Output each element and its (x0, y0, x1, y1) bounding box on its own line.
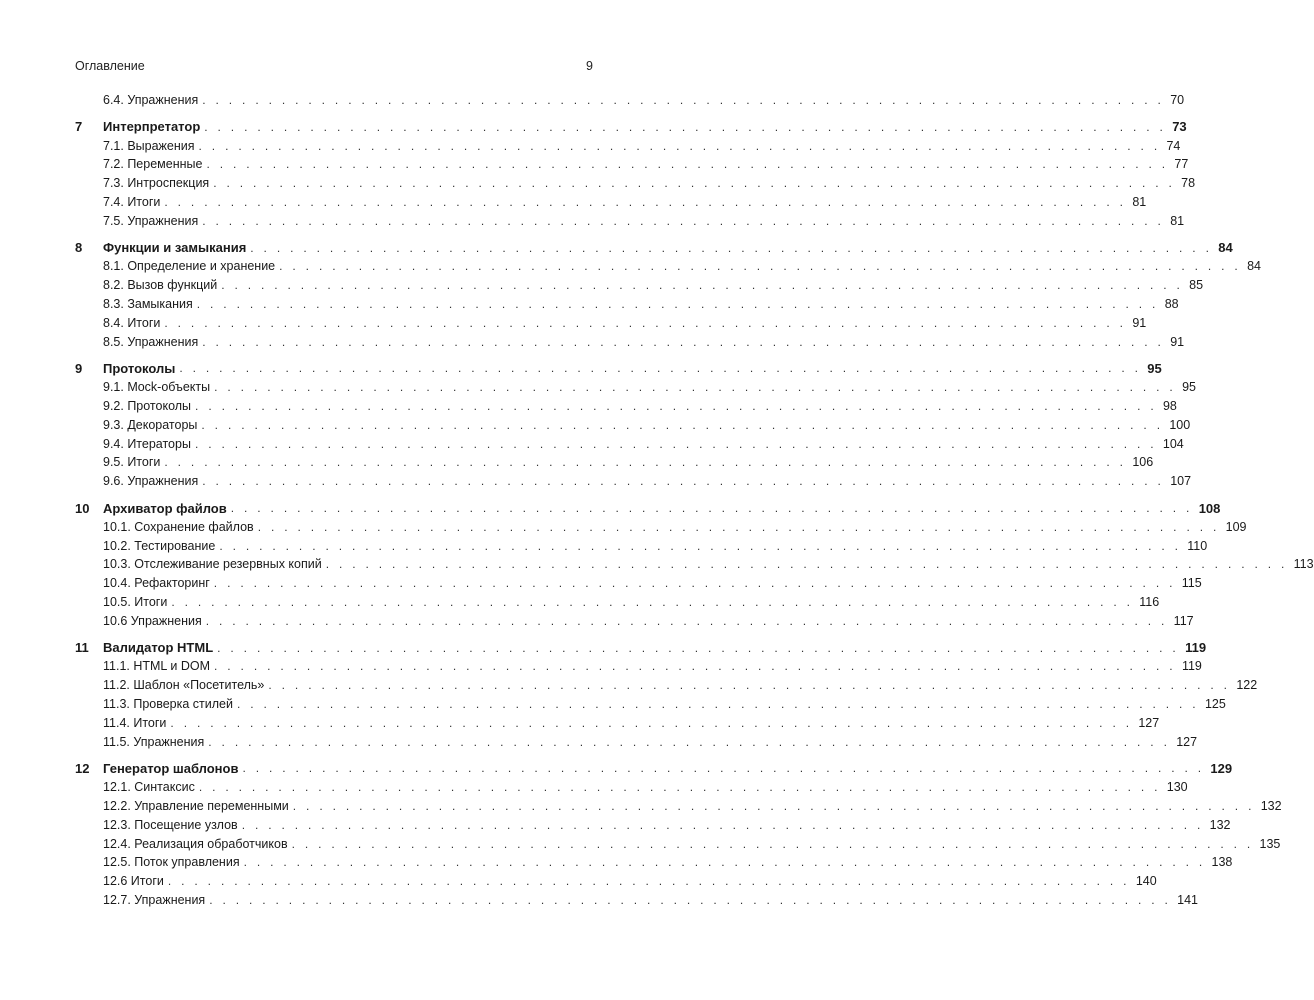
toc-dot-leader: . . . . . . . . . . . . . . . . . . . . . . . . . . . . . . . . . . . . . . . . . . . . . . . . . . . . . . . . . . . . . . . . . . . . . . . . . (250, 240, 1213, 255)
toc-dot-leader: . . . . . . . . . . . . . . . . . . . . . . . . . . . . . . . . . . . . . . . . . . . . . . . . . . . . . . . . . . . . . . . . . . . . . . . . . (213, 176, 1176, 191)
toc-section-entry (75, 816, 1231, 834)
toc-dot-leader: . . . . . . . . . . . . . . . . . . . . . . . . . . . . . . . . . . . . . . . . . . . . . . . . . . . . . . . . . . . . . . . . . . . . . . . . . (209, 893, 1172, 907)
toc-chapter-number: 8 (75, 240, 83, 256)
toc-section-entry (75, 453, 1154, 471)
toc-entry-title: 12.2. Управление переменными (103, 799, 289, 813)
toc-entry-title: 11.5. Упражнения (103, 734, 205, 749)
toc-entry-title: 10.5. Итоги (103, 595, 168, 609)
toc-section-entry (75, 853, 1233, 871)
toc-entry-title: 7.3. Интроспекция (103, 176, 210, 191)
toc-page-number: 91 (1132, 315, 1147, 330)
toc-entry-title: 10.1. Сохранение файлов (103, 519, 254, 534)
toc-page-number: 81 (1170, 213, 1185, 228)
toc-page-number: 135 (1259, 836, 1281, 851)
toc-dot-leader: . . . . . . . . . . . . . . . . . . . . . . . . . . . . . . . . . . . . . . . . . . . . . . . . . . . . . . . . . . . . . . . . . . . . . . . . . (179, 361, 1142, 376)
toc-entry-title: Валидатор HTML (103, 640, 214, 656)
toc-dot-leader: . . . . . . . . . . . . . . . . . . . . . . . . . . . . . . . . . . . . . . . . . . . . . . . . . . . . . . . . . . . . . . . . . . . . . . . . . (204, 119, 1167, 134)
toc-dot-leader: . . . . . . . . . . . . . . . . . . . . . . . . . . . . . . . . . . . . . . . . . . . . . . . . . . . . . . . . . . . . . . . . . . . . . . . . . (221, 278, 1184, 293)
toc-chapter-number: 9 (75, 360, 83, 376)
toc-section-entry (75, 835, 1281, 853)
toc-page-number: 95 (1147, 360, 1162, 376)
toc-chapter-number: 11 (75, 640, 89, 656)
toc-page-number: 74 (1166, 138, 1181, 153)
toc-page-number: 91 (1170, 334, 1185, 349)
toc-section-entry (75, 435, 1184, 453)
toc-entry-title: Архиватор файлов (103, 500, 227, 516)
toc-entry-title: 7.4. Итоги (103, 195, 161, 209)
toc-section-entry (75, 137, 1181, 155)
toc-page-number: 98 (1162, 399, 1177, 413)
toc-page-number: 113 (1293, 557, 1314, 572)
toc-section-entry (75, 314, 1147, 332)
toc-dot-leader: . . . . . . . . . . . . . . . . . . . . . . . . . . . . . . . . . . . . . . . . . . . . . . . . . . . . . . . . . . . . . . . . . . . . . . . . . (170, 715, 1133, 730)
toc-page-number: 141 (1177, 893, 1198, 907)
toc-dot-leader: . . . . . . . . . . . . . . . . . . . . . . . . . . . . . . . . . . . . . . . . . . . . . . . . . . . . . . . . . . . . . . . . . . . . . . . . . (208, 734, 1171, 749)
toc-page-number: 78 (1181, 176, 1196, 191)
toc-section-entry (75, 155, 1189, 173)
toc-entry-title: Функции и замыкания (103, 240, 247, 256)
toc-entry-title: 12.7. Упражнения (103, 893, 206, 907)
toc-page-number: 129 (1210, 760, 1233, 776)
toc-section-entry (75, 714, 1160, 732)
toc-page-number: 116 (1139, 595, 1160, 609)
toc-entry-title: 9.2. Протоколы (103, 399, 192, 413)
toc-page-number: 81 (1132, 195, 1147, 209)
toc-entry-title: Генератор шаблонов (103, 760, 239, 776)
toc-dot-leader: . . . . . . . . . . . . . . . . . . . . . . . . . . . . . . . . . . . . . . . . . . . . . . . . . . . . . . . . . . . . . . . . . . . . . . . . . (202, 334, 1165, 349)
toc-dot-leader: . . . . . . . . . . . . . . . . . . . . . . . . . . . . . . . . . . . . . . . . . . . . . . . . . . . . . . . . . . . . . . . . . . . . . . . . . (268, 678, 1231, 693)
toc-dot-leader: . . . . . . . . . . . . . . . . . . . . . . . . . . . . . . . . . . . . . . . . . . . . . . . . . . . . . . . . . . . . . . . . . . . . . . . . . (242, 761, 1205, 776)
toc-dot-leader: . . . . . . . . . . . . . . . . . . . . . . . . . . . . . . . . . . . . . . . . . . . . . . . . . . . . . . . . . . . . . . . . . . . . . . . . . (206, 157, 1169, 172)
toc-entry-title: 12.1. Синтаксис (103, 780, 195, 795)
toc-entry-title: 8.2. Вызов функций (103, 278, 218, 293)
toc-dot-leader: . . . . . . . . . . . . . . . . . . . . . . . . . . . . . . . . . . . . . . . . . . . . . . . . . . . . . . . . . . . . . . . . . . . . . . . . . (325, 557, 1288, 572)
toc-section-entry (75, 778, 1188, 796)
toc-entry-title: 11.4. Итоги (103, 715, 167, 730)
toc-dot-leader: . . . . . . . . . . . . . . . . . . . . . . . . . . . . . . . . . . . . . . . . . . . . . . . . . . . . . . . . . . . . . . . . . . . . . . . . . (219, 538, 1182, 553)
toc-chapter-entry (75, 239, 1233, 257)
toc-page-number: 119 (1185, 640, 1207, 656)
toc-page-number: 109 (1225, 519, 1247, 534)
toc-entry-title: 11.2. Шаблон «Посетитель» (103, 678, 265, 693)
toc-dot-leader: . . . . . . . . . . . . . . . . . . . . . . . . . . . . . . . . . . . . . . . . . . . . . . . . . . . . . . . . . . . . . . . . . . . . . . . . . (194, 436, 1157, 451)
toc-chapter-entry (75, 359, 1162, 377)
toc-entry-title: 8.1. Определение и хранение (103, 259, 276, 274)
toc-entry-title: 8.3. Замыкания (103, 297, 193, 311)
toc-page-number: 122 (1236, 678, 1258, 693)
toc-entry-title: 9.4. Итераторы (103, 436, 191, 451)
toc-entry-title: 8.5. Упражнения (103, 334, 199, 349)
toc-section-entry (75, 574, 1202, 592)
toc-page-number: 125 (1204, 697, 1226, 711)
toc-section-entry (75, 416, 1191, 434)
toc-page-number: 88 (1164, 297, 1179, 311)
toc-page-number: 108 (1198, 500, 1221, 516)
toc-dot-leader: . . . . . . . . . . . . . . . . . . . . . . . . . . . . . . . . . . . . . . . . . . . . . . . . . . . . . . . . . . . . . . . . . . . . . . . . . (237, 697, 1199, 711)
toc-dot-leader: . . . . . . . . . . . . . . . . . . . . . . . . . . . . . . . . . . . . . . . . . . . . . . . . . . . . . . . . . . . . . . . . . . . . . . . . . (214, 380, 1177, 395)
toc-entry-title: 12.4. Реализация обработчиков (103, 836, 288, 851)
toc-section-entry (75, 872, 1157, 890)
toc-dot-leader: . . . . . . . . . . . . . . . . . . . . . . . . . . . . . . . . . . . . . . . . . . . . . . . . . . . . . . . . . . . . . . . . . . . . . . . . . (279, 259, 1242, 274)
toc-page-number: 107 (1170, 474, 1192, 489)
toc-dot-leader: . . . . . . . . . . . . . . . . . . . . . . . . . . . . . . . . . . . . . . . . . . . . . . . . . . . . . . . . . . . . . . . . . . . . . . . . . (164, 455, 1127, 470)
toc-entry-title: 9.3. Декораторы (103, 417, 198, 432)
toc-dot-leader: . . . . . . . . . . . . . . . . . . . . . . . . . . . . . . . . . . . . . . . . . . . . . . . . . . . . . . . . . . . . . . . . . . . . . . . . . (167, 874, 1130, 889)
toc-dot-leader: . . . . . . . . . . . . . . . . . . . . . . . . . . . . . . . . . . . . . . . . . . . . . . . . . . . . . . . . . . . . . . . . . . . . . . . . . (201, 417, 1164, 432)
toc-dot-leader: . . . . . . . . . . . . . . . . . . . . . . . . . . . . . . . . . . . . . . . . . . . . . . . . . . . . . . . . . . . . . . . . . . . . . . . . . (291, 836, 1254, 851)
toc-section-entry (75, 695, 1226, 713)
toc-dot-leader: . . . . . . . . . . . . . . . . . . . . . . . . . . . . . . . . . . . . . . . . . . . . . . . . . . . . . . . . . . . . . . . . . . . . . . . . . (195, 399, 1157, 413)
toc-page-number: 106 (1132, 455, 1154, 470)
toc-page-number: 85 (1189, 278, 1204, 293)
toc-section-entry (75, 891, 1198, 909)
toc-dot-leader: . . . . . . . . . . . . . . . . . . . . . . . . . . . . . . . . . . . . . . . . . . . . . . . . . . . . . . . . . . . . . . . . . . . . . . . . . (214, 659, 1176, 674)
toc-page-number: 115 (1181, 576, 1202, 591)
toc-entry-title: 9.1. Mock-объекты (103, 380, 211, 395)
toc-chapter-number: 10 (75, 500, 90, 516)
toc-entry-title: 7.5. Упражнения (103, 213, 199, 228)
toc-section-entry (75, 593, 1160, 611)
toc-dot-leader: . . . . . . . . . . . . . . . . . . . . . . . . . . . . . . . . . . . . . . . . . . . . . . . . . . . . . . . . . . . . . . . . . . . . . . . . . (196, 297, 1159, 311)
toc-page-number: 104 (1162, 436, 1184, 451)
toc-dot-leader: . . . . . . . . . . . . . . . . . . . . . . . . . . . . . . . . . . . . . . . . . . . . . . . . . . . . . . . . . . . . . . . . . . . . . . . . . (164, 195, 1127, 209)
toc-page-number: 119 (1181, 659, 1202, 674)
toc-dot-leader: . . . . . . . . . . . . . . . . . . . . . . . . . . . . . . . . . . . . . . . . . . . . . . . . . . . . . . . . . . . . . . . . . . . . . . . . . (230, 501, 1193, 515)
toc-dot-leader: . . . . . . . . . . . . . . . . . . . . . . . . . . . . . . . . . . . . . . . . . . . . . . . . . . . . . . . . . . . . . . . . . . . . . . . . . (171, 595, 1134, 609)
toc-chapter-entry (75, 639, 1207, 657)
toc-dot-leader: . . . . . . . . . . . . . . . . . . . . . . . . . . . . . . . . . . . . . . . . . . . . . . . . . . . . . . . . . . . . . . . . . . . . . . . . . (164, 315, 1127, 330)
toc-dot-leader: . . . . . . . . . . . . . . . . . . . . . . . . . . . . . . . . . . . . . . . . . . . . . . . . . . . . . . . . . . . . . . . . . . . . . . . . . (292, 799, 1255, 813)
toc-section-entry (75, 91, 1185, 109)
toc-chapter-number: 12 (75, 760, 90, 776)
toc-section-entry (75, 676, 1258, 694)
toc-entry-title: 12.3. Посещение узлов (103, 817, 238, 832)
toc-section-entry (75, 193, 1147, 211)
toc-page-number: 110 (1187, 538, 1208, 553)
toc-entry-title: 11.3. Проверка стилей (103, 697, 233, 711)
toc-entry-title: 8.4. Итоги (103, 315, 161, 330)
toc-section-entry (75, 295, 1179, 313)
toc-page-number: 132 (1260, 799, 1282, 813)
toc-dot-leader: . . . . . . . . . . . . . . . . . . . . . . . . . . . . . . . . . . . . . . . . . . . . . . . . . . . . . . . . . . . . . . . . . . . . . . . . . (205, 613, 1168, 628)
running-head (75, 57, 593, 75)
toc-page-number: 70 (1170, 93, 1185, 107)
toc-chapter-number: 7 (75, 119, 83, 135)
toc-section-entry (75, 276, 1204, 294)
toc-section-entry (75, 733, 1198, 751)
toc-page-number: 84 (1218, 240, 1233, 256)
toc-dot-leader: . . . . . . . . . . . . . . . . . . . . . . . . . . . . . . . . . . . . . . . . . . . . . . . . . . . . . . . . . . . . . . . . . . . . . . . . . (202, 213, 1165, 228)
toc-dot-leader: . . . . . . . . . . . . . . . . . . . . . . . . . . . . . . . . . . . . . . . . . . . . . . . . . . . . . . . . . . . . . . . . . . . . . . . . . (198, 780, 1161, 795)
toc-dot-leader: . . . . . . . . . . . . . . . . . . . . . . . . . . . . . . . . . . . . . . . . . . . . . . . . . . . . . . . . . . . . . . . . . . . . . . . . . (202, 93, 1165, 107)
toc-dot-leader: . . . . . . . . . . . . . . . . . . . . . . . . . . . . . . . . . . . . . . . . . . . . . . . . . . . . . . . . . . . . . . . . . . . . . . . . . (198, 138, 1161, 153)
toc-dot-leader: . . . . . . . . . . . . . . . . . . . . . . . . . . . . . . . . . . . . . . . . . . . . . . . . . . . . . . . . . . . . . . . . . . . . . . . . . (217, 640, 1180, 655)
toc-page-number: 130 (1166, 780, 1188, 795)
toc-page-number: 127 (1176, 734, 1198, 749)
toc-entry-title: 6.4. Упражнения (103, 93, 199, 107)
toc-page-number: 140 (1135, 874, 1157, 889)
toc-entry-title: 9.6. Упражнения (103, 474, 199, 489)
toc-entry-title: 7.2. Переменные (103, 157, 203, 172)
toc-entry-title: Интерпретатор (103, 119, 201, 135)
toc-entry-title: 9.5. Итоги (103, 455, 161, 470)
toc-page-number: 95 (1182, 380, 1196, 395)
toc-chapter-entry (75, 118, 1187, 136)
toc-entry-title: Протоколы (103, 360, 176, 376)
toc-entry-title: 10.6 Упражнения (103, 613, 202, 628)
toc-dot-leader: . . . . . . . . . . . . . . . . . . . . . . . . . . . . . . . . . . . . . . . . . . . . . . . . . . . . . . . . . . . . . . . . . . . . . . . . . (202, 474, 1165, 489)
toc-dot-leader: . . . . . . . . . . . . . . . . . . . . . . . . . . . . . . . . . . . . . . . . . . . . . . . . . . . . . . . . . . . . . . . . . . . . . . . . . (257, 519, 1220, 534)
toc-section-entry (75, 212, 1185, 230)
toc-page-number: 100 (1169, 417, 1191, 432)
toc-entry-title: 7.1. Выражения (103, 138, 195, 153)
toc-section-entry (75, 657, 1202, 675)
toc-entry-title: 12.6 Итоги (103, 874, 164, 889)
toc-page-number: 138 (1211, 855, 1233, 870)
toc-section-entry (75, 472, 1192, 490)
toc-section-entry (75, 537, 1208, 555)
toc-section-entry (75, 612, 1194, 630)
toc-section-entry (75, 555, 1314, 573)
toc-dot-leader: . . . . . . . . . . . . . . . . . . . . . . . . . . . . . . . . . . . . . . . . . . . . . . . . . . . . . . . . . . . . . . . . . . . . . . . . . (241, 817, 1204, 832)
toc-section-entry (75, 378, 1196, 396)
toc-entry-title: 11.1. HTML и DOM (103, 659, 211, 674)
toc-section-entry (75, 797, 1282, 815)
toc-entry-title: 10.2. Тестирование (103, 538, 216, 553)
toc-entry-title: 12.5. Поток управления (103, 855, 240, 870)
toc-section-entry (75, 333, 1185, 351)
toc-page-number: 73 (1172, 119, 1187, 135)
toc-entry-title: 10.4. Рефакторинг (103, 576, 210, 591)
toc-chapter-entry (75, 499, 1221, 517)
toc-page-number: 84 (1247, 259, 1261, 274)
toc-dot-leader: . . . . . . . . . . . . . . . . . . . . . . . . . . . . . . . . . . . . . . . . . . . . . . . . . . . . . . . . . . . . . . . . . . . . . . . . . (243, 855, 1206, 870)
toc-page-number: 77 (1174, 157, 1189, 172)
toc-page-number: 132 (1209, 817, 1231, 832)
toc-page-number: 117 (1173, 613, 1194, 628)
running-head-page-number: 9 (586, 59, 593, 73)
toc-section-entry (75, 174, 1196, 192)
toc-section-entry (75, 518, 1247, 536)
toc-section-entry (75, 257, 1261, 275)
toc-page-number: 127 (1138, 715, 1160, 730)
toc-chapter-entry (75, 759, 1233, 777)
toc-section-entry (75, 397, 1177, 415)
toc-dot-leader: . . . . . . . . . . . . . . . . . . . . . . . . . . . . . . . . . . . . . . . . . . . . . . . . . . . . . . . . . . . . . . . . . . . . . . . . . (213, 576, 1176, 591)
running-head-title: Оглавление (75, 59, 145, 73)
toc-entry-title: 10.3. Отслеживание резервных копий (103, 557, 322, 572)
